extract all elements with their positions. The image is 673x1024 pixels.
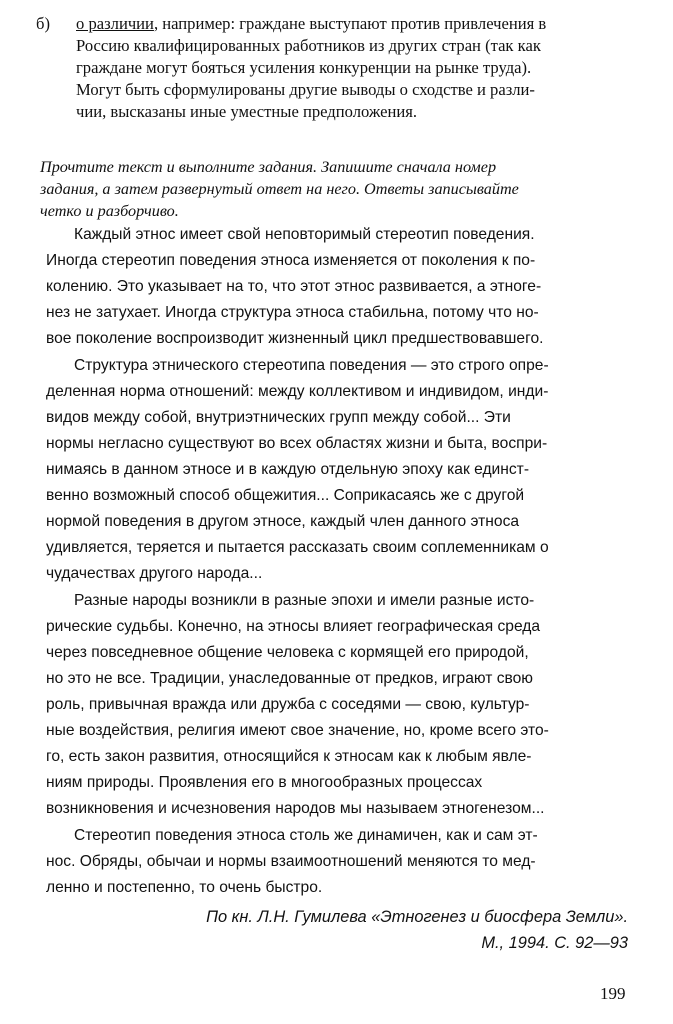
- text-line: нос. Обряды, обычаи и нормы взаимоотношений меняются то мед-: [46, 853, 536, 870]
- text-line: Разные народы возникли в разные эпохи и имели разные исто-: [74, 592, 535, 609]
- text-line: Каждый этнос имеет свой неповторимый стереотип поведения.: [74, 226, 535, 243]
- text-line: через повседневное общение человека с кормящей его природой,: [46, 644, 529, 661]
- text-line: удивляется, теряется и пытается рассказать своим соплеменникам о: [46, 539, 549, 556]
- item-b-line: чии, высказаны иные уместные предположения.: [76, 102, 418, 121]
- text-line: нормой поведения в другом этносе, каждый член данного этноса: [46, 513, 520, 530]
- citation-line: М., 1994. С. 92—93: [481, 934, 628, 952]
- text-line: колению. Это указывает на то, что этот этнос развивается, а этноге-: [46, 278, 542, 295]
- text-line: деленная норма отношений: между коллективом и индивидом, инди-: [46, 383, 549, 400]
- instruction-line: Прочтите текст и выполните задания. Запишите сначала номер: [40, 158, 497, 176]
- text-line: чудачествах другого народа...: [46, 565, 263, 582]
- item-b-lead: о различии: [76, 14, 154, 33]
- text-line: ные воздействия, религия имеют свое значение, но, кроме всего это-: [46, 722, 549, 739]
- text-line: роль, привычная вражда или дружба с соседями — свою, культур-: [46, 696, 530, 713]
- text-line: ниям природы. Проявления его в многообразных процессах: [46, 774, 483, 791]
- item-b-line: Могут быть сформулированы другие выводы о сходстве и разли-: [76, 80, 535, 99]
- item-marker: б): [36, 14, 50, 33]
- text-line: нез не затухает. Иногда структура этноса стабильна, потому что но-: [46, 304, 539, 321]
- text-line: Стереотип поведения этноса столь же динамичен, как и сам эт-: [74, 827, 538, 844]
- page-number: 199: [600, 984, 626, 1003]
- text-line: возникновения и исчезновения народов мы называем этногенезом...: [46, 800, 545, 817]
- text-line: ленно и постепенно, то очень быстро.: [46, 879, 323, 896]
- item-b-line: граждане могут бояться усиления конкуренции на рынке труда).: [76, 58, 532, 77]
- item-b-line: Россию квалифицированных работников из других стран (так как: [76, 36, 541, 55]
- text-line: рические судьбы. Конечно, на этносы влияет географическая среда: [46, 618, 541, 635]
- instruction-line: четко и разборчиво.: [40, 202, 179, 220]
- text-line: но это не все. Традиции, унаследованные от предков, играют свою: [46, 670, 533, 687]
- text-line: венно возможный способ общежития... Соприкасаясь же с другой: [46, 487, 525, 504]
- text-line: Иногда стереотип поведения этноса изменяется от поколения к по-: [46, 252, 536, 269]
- text-line: нормы негласно существуют во всех областях жизни и быта, воспри-: [46, 435, 548, 452]
- item-b-line-text: , например: граждане выступают против привлечения в: [153, 14, 547, 33]
- text-line: видов между собой, внутриэтнических групп между собой... Эти: [46, 409, 511, 426]
- instruction-line: задания, а затем развернутый ответ на него. Ответы записывайте: [40, 180, 519, 198]
- text-line: нимаясь в данном этносе и в каждую отдельную эпоху как единст-: [46, 461, 530, 478]
- text-line: го, есть закон развития, относящийся к этносам как к любым явле-: [46, 748, 532, 765]
- text-line: Структура этнического стереотипа поведения — это строго опре-: [74, 357, 549, 374]
- citation-line: По кн. Л.Н. Гумилева «Этногенез и биосфера Земли».: [206, 908, 628, 926]
- text-line: вое поколение воспроизводит жизненный цикл предшествовавшего.: [46, 330, 544, 347]
- item-b-line: [76, 13, 546, 35]
